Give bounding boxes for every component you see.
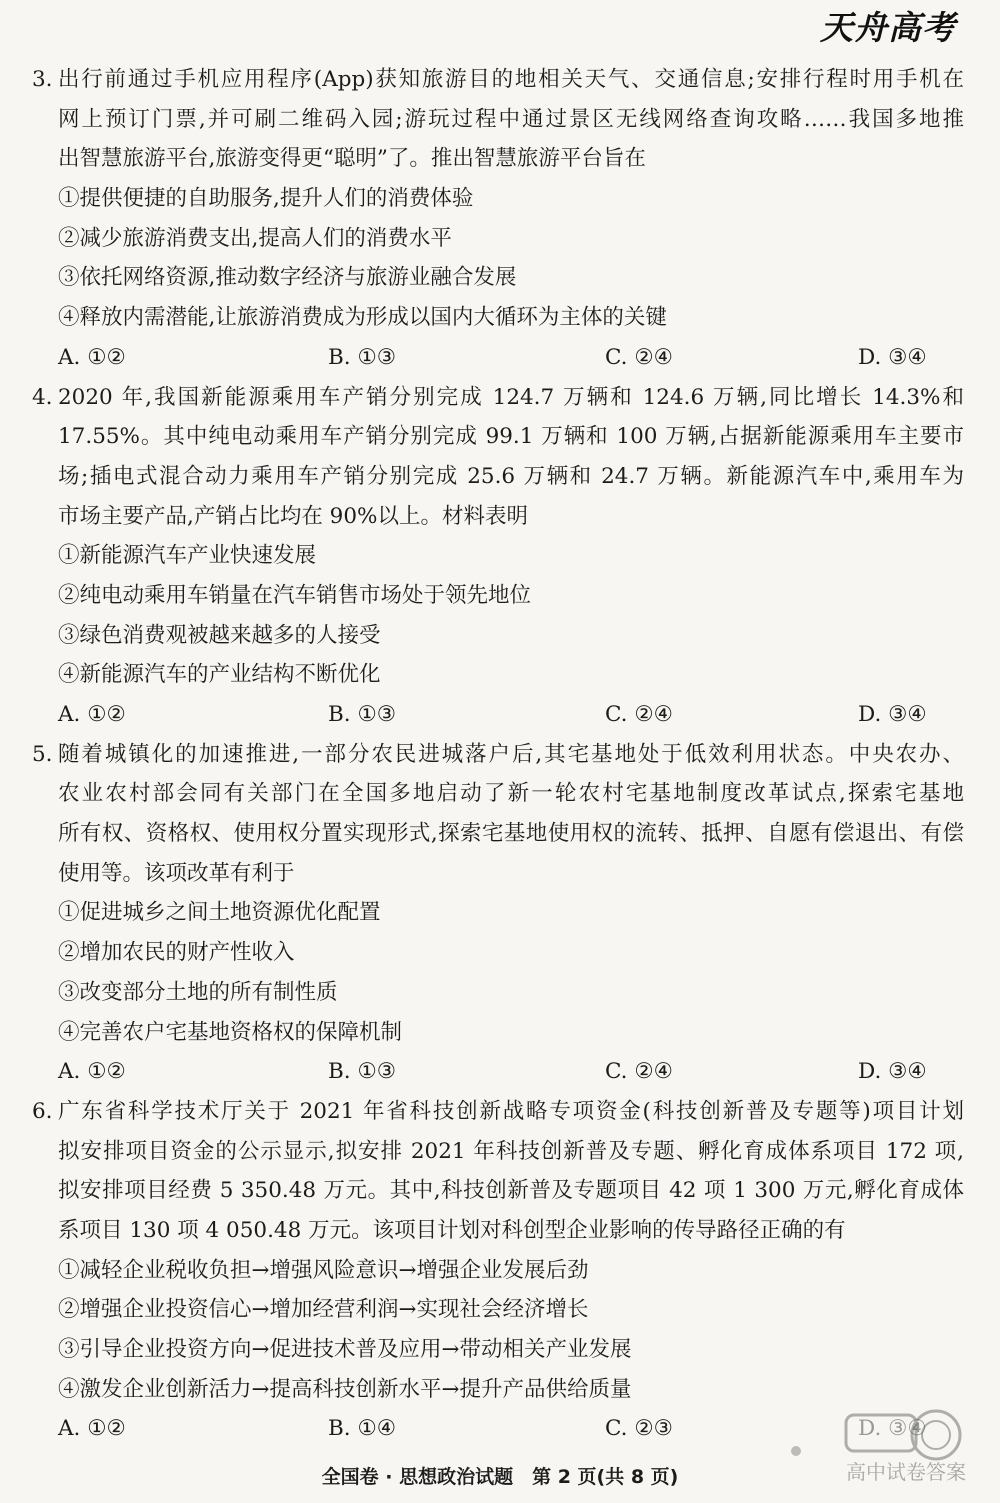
watermark-text: 高中试卷答案	[846, 1460, 966, 1484]
answer-a: A. ①②	[58, 702, 126, 727]
question-stem-line: 农业农村部会同有关部门在全国多地启动了新一轮农村宅基地制度改革试点,探索宅基地	[58, 781, 964, 807]
question-stem-line: 出行前通过手机应用程序(App)获知旅游目的地相关天气、交通信息;安排行程时用手机在	[58, 67, 964, 92]
answer-a: A. ①②	[58, 344, 126, 370]
exam-page-content	[32, 60, 964, 1449]
option-4: ④完善农户宅基地资格权的保障机制	[58, 1019, 403, 1045]
answer-choices	[58, 1052, 964, 1092]
page-footer: 全国卷 · 思想政治试题 第 2 页(共 8 页)	[321, 1466, 679, 1488]
option-1: ①减轻企业税收负担→增强风险意识→增强企业发展后劲	[58, 1257, 589, 1283]
question-number: 4.	[32, 384, 53, 410]
option-4: ④释放内需潜能,让旅游消费成为形成以国内大循环为主体的关键	[58, 305, 667, 331]
answer-a: A. ①②	[58, 1059, 126, 1085]
question-number: 3.	[32, 67, 53, 92]
option-4: ④激发企业创新活力→提高科技创新水平→提升产品供给质量	[58, 1376, 632, 1402]
answer-c: C. ②④	[605, 344, 673, 370]
option-3: ③绿色消费观被越来越多的人接受	[58, 622, 381, 648]
answer-b: B. ①④	[328, 1416, 397, 1442]
publisher-logo: 天舟高考	[820, 8, 956, 47]
answer-c: C. ②③	[605, 1416, 673, 1442]
answer-choices	[58, 695, 964, 735]
answer-d: D. ③④	[858, 1059, 927, 1085]
answer-d: D. ③④	[858, 344, 927, 370]
option-3: ③改变部分土地的所有制性质	[58, 979, 338, 1005]
question-stem-line: 市场主要产品,产销占比均在 90%以上。材料表明	[58, 503, 528, 529]
answer-d: D. ③④	[858, 702, 927, 727]
question-stem-line: 系项目 130 项 4 050.48 万元。该项目计划对科创型企业影响的传导路径正确的有	[58, 1217, 846, 1243]
question-stem-line: 拟安排项目资金的公示显示,拟安排 2021 年科技创新普及专题、孵化育成体系项目 172 项,	[58, 1138, 964, 1164]
question-number: 6.	[32, 1098, 53, 1124]
option-2: ②减少旅游消费支出,提高人们的消费水平	[58, 225, 452, 251]
question-stem-line: 17.55%。其中纯电动乘用车产销分别完成 99.1 万辆和 100 万辆,占据新能源乘用车主要市	[58, 424, 964, 450]
answer-b: B. ①③	[328, 344, 397, 370]
option-1: ①新能源汽车产业快速发展	[58, 543, 317, 569]
question-stem-line: 所有权、资格权、使用权分置实现形式,探索宅基地使用权的流转、抵押、自愿有偿退出、有偿	[58, 821, 964, 847]
question-stem-line: 使用等。该项改革有利于	[58, 860, 295, 886]
question-5	[32, 735, 964, 1092]
option-3: ③引导企业投资方向→促进技术普及应用→带动相关产业发展	[58, 1337, 632, 1362]
question-stem-line: 拟安排项目经费 5 350.48 万元。其中,科技创新普及专题项目 42 项 1 300 万元,孵化育成体	[58, 1178, 964, 1204]
question-stem-line: 网上预订门票,并可刷二维码入园;游玩过程中通过景区无线网络查询攻略……我国多地推	[58, 106, 964, 132]
question-stem-line: 广东省科学技术厅关于 2021 年省科技创新战略专项资金(科技创新普及专题等)项目计划	[58, 1098, 964, 1124]
question-6	[32, 1092, 964, 1449]
answer-b: B. ①③	[328, 1059, 397, 1085]
option-2: ②增加农民的财产性收入	[58, 940, 295, 966]
question-stem-line: 2020 年,我国新能源乘用车产销分别完成 124.7 万辆和 124.6 万辆,同比增长 14.3%和	[58, 384, 964, 410]
option-3: ③依托网络资源,推动数字经济与旅游业融合发展	[58, 265, 517, 291]
answer-choices	[58, 338, 964, 378]
answer-d: D. ③④	[858, 1416, 927, 1442]
question-stem-line: 出智慧旅游平台,旅游变得更“聪明”了。推出智慧旅游平台旨在	[58, 146, 646, 172]
option-2: ②纯电动乘用车销量在汽车销售市场处于领先地位	[58, 582, 532, 608]
question-stem-line: 场;插电式混合动力乘用车产销分别完成 25.6 万辆和 24.7 万辆。新能源汽车中,乘用车为	[58, 463, 964, 489]
option-4: ④新能源汽车的产业结构不断优化	[58, 662, 381, 688]
answer-c: C. ②④	[605, 1059, 673, 1085]
question-3	[32, 60, 964, 378]
question-number: 5.	[32, 741, 53, 767]
answer-b: B. ①③	[328, 702, 397, 727]
question-stem-line: 随着城镇化的加速推进,一部分农民进城落户后,其宅基地处于低效利用状态。中央农办、	[58, 741, 964, 767]
answer-c: C. ②④	[605, 702, 673, 727]
question-4	[32, 378, 964, 735]
option-1: ①提供便捷的自助服务,提升人们的消费体验	[58, 186, 474, 212]
answer-a: A. ①②	[58, 1416, 126, 1442]
option-2: ②增强企业投资信心→增加经营利润→实现社会经济增长	[58, 1297, 589, 1323]
option-1: ①促进城乡之间土地资源优化配置	[58, 900, 381, 926]
